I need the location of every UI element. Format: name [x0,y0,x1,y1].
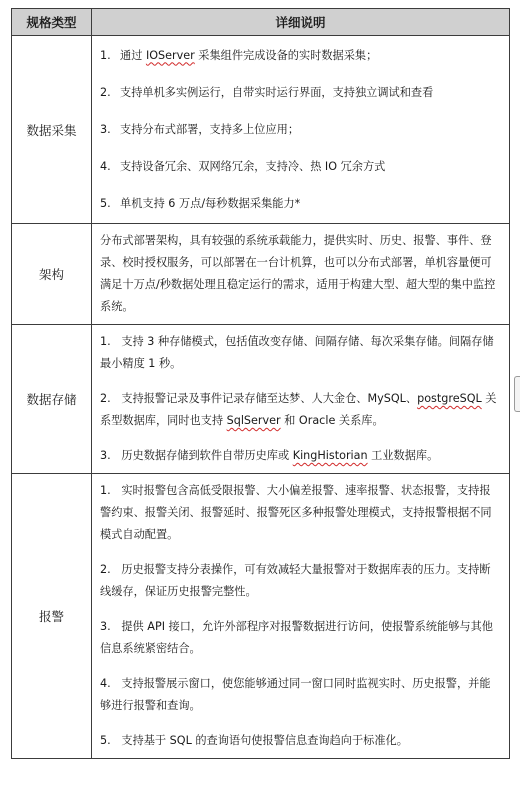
list-item [100,480,501,546]
item-text: 支持基于 SQL 的查询语句使报警信息查询趋向于标准化。 [121,734,408,747]
header-detail: 详细说明 [92,9,510,36]
item-text: 支持报警展示窗口，使您能够通过同一窗口同时监视实时、历史报警，并能够进行报警和查询。 [100,677,491,712]
list-item [100,82,501,104]
list-item [100,331,501,375]
item-text: 支持分布式部署，支持多上位应用； [120,122,300,136]
item-text: 提供 API 接口，允许外部程序对报警数据进行访问，使报警系统能够与其他信息系统紧密结合。 [100,620,493,655]
item-number: 3. [100,449,111,462]
header-row [12,9,510,36]
category-cell: 报警 [12,474,92,759]
item-text: 支持 3 种存储模式，包括值改变存储、间隔存储、每次采集存储。间隔存储最小精度 1 秒。 [100,335,494,370]
item-text: 单机支持 6 万点/每秒数据采集能力* [120,196,301,210]
item-text: 历史数据存储到软件自带历史库或 KingHistorian 工业数据库。 [121,449,439,462]
header-category: 规格类型 [12,9,92,36]
paragraph-text: 分布式部署架构，具有较强的系统承载能力，提供实时、历史、报警、事件、登录、校时授权服务，可以部署在一台计机算，也可以分布式部署，单机容量便可满足十万点/秒数据处理且稳定运行的需求，适用于构建大型、超大型的集中监控系统。 [100,234,496,313]
item-text: 支持设备冗余、双网络冗余，支持冷、热 IO 冗余方式 [120,159,386,173]
list-item [100,559,501,603]
list-item [100,119,501,141]
table-row [12,224,510,325]
item-text: 支持报警记录及事件记录存储至达梦、人大金仓、MySQL、postgreSQL 关系型数据库，同时也支持 SqlServer 和 Oracle 关系库。 [100,392,497,427]
detail-cell [92,224,510,325]
detail-cell [92,36,510,224]
detail-cell [92,474,510,759]
item-number: 2. [100,392,111,405]
list-item [100,673,501,717]
table-row [12,474,510,759]
table-row [12,36,510,224]
category-cell: 数据存储 [12,325,92,474]
item-number: 4. [100,159,111,173]
item-number: 1. [100,48,111,62]
list-item [100,616,501,660]
list-item [100,45,501,67]
item-text: 通过 IOServer 采集组件完成设备的实时数据采集； [120,48,378,62]
item-text: 支持单机多实例运行，自带实时运行界面，支持独立调试和查看 [120,85,434,99]
list-item [100,156,501,178]
item-number: 3. [100,620,111,633]
table-row [12,325,510,474]
list-item [100,388,501,432]
item-number: 1. [100,335,111,348]
item-text: 历史报警支持分表操作，可有效减轻大量报警对于数据库表的压力。支持断线缓存，保证历史报警完整性。 [100,563,491,598]
detail-cell [92,325,510,474]
list-item [100,445,501,467]
item-number: 5. [100,196,111,210]
item-number: 5. [100,734,111,747]
item-number: 4. [100,677,111,690]
item-number: 3. [100,122,111,136]
item-number: 1. [100,484,111,497]
item-text: 实时报警包含高低受限报警、大小偏差报警、速率报警、状态报警，支持报警约束、报警关闭、报警延时、报警死区多种报警处理模式，支持报警根据不同模式自动配置。 [100,484,492,541]
category-cell: 架构 [12,224,92,325]
list-item [100,193,501,215]
side-scroll-tab[interactable] [514,376,520,412]
item-number: 2. [100,563,111,576]
category-cell: 数据采集 [12,36,92,224]
item-number: 2. [100,85,111,99]
spec-table [11,8,510,759]
list-item [100,730,501,752]
